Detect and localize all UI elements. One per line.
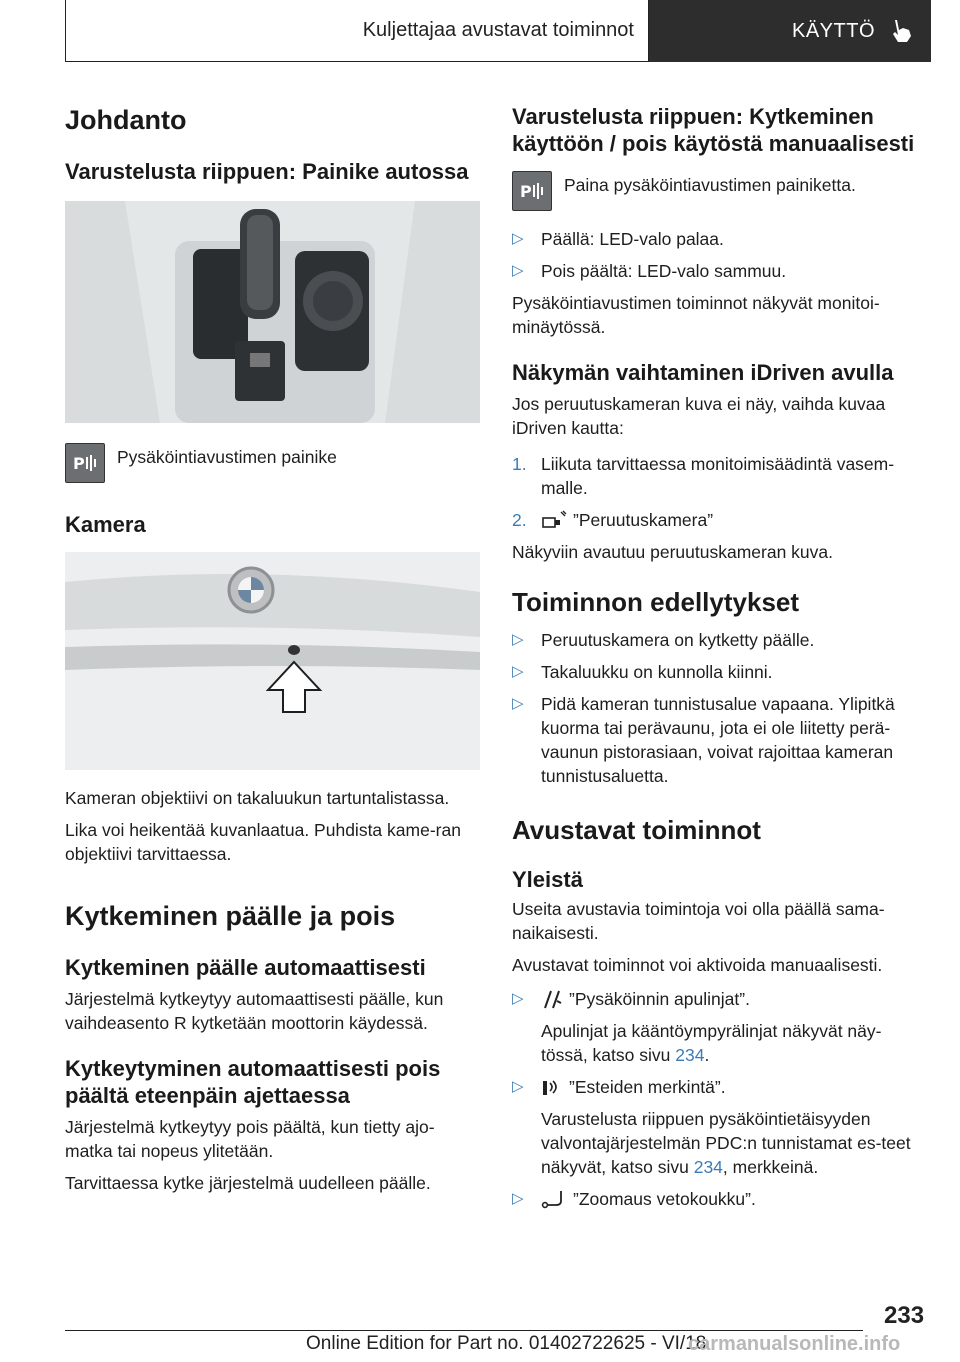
header-section <box>65 0 649 62</box>
list-item: ▷ Takaluukku on kunnolla kiinni. <box>512 662 773 682</box>
left-column <box>65 96 480 1195</box>
list-item: ▷ Pidä kameran tunnistusalue vapaana. Ylipitkä kuorma tai perävaunu, jota ei ole liitetty perä-vaunun pistorasiaan, voivat rajoittaa kameran tunnistusaluetta. <box>512 694 895 786</box>
idrive-steps <box>512 452 926 532</box>
page-link-234[interactable]: 234 <box>693 1157 723 1177</box>
general-text-1: Useita avustavia toimintoja voi olla päällä sama-naikaisesti. <box>512 899 885 943</box>
rear-camera-icon <box>541 510 567 530</box>
camera-cleaning-text: Lika voi heikentää kuvanlaatua. Puhdista kame-ran objektiivi tarvittaessa. <box>65 820 461 864</box>
manual-display-text: Pysäköintiavustimen toiminnot näkyvät monitoi-minäytössä. <box>512 293 880 337</box>
manual-state-list <box>512 227 926 283</box>
heading-idrive: Näkymän vaihtaminen iDriven avulla <box>512 360 894 385</box>
list-item: ▷ ”Pysäköinnin apulinjat”. Apulinjat ja kääntöympyrälinjat näkyvät näy-tössä, katso sivu 234. <box>512 989 882 1065</box>
heading-button-in-car: Varustelusta riippuen: Painike autossa <box>65 159 469 184</box>
watermark: carmanualsonline.info <box>688 1333 901 1355</box>
page-link-234[interactable]: 234 <box>675 1045 705 1065</box>
pointing-hand-icon <box>889 18 915 44</box>
list-item: ▷ Pois päältä: LED-valo sammuu. <box>512 261 787 281</box>
heading-intro: Johdanto <box>65 105 187 135</box>
heading-requirements: Toiminnon edellytykset <box>512 587 800 617</box>
heading-switch-on-off: Kytkeminen päälle ja pois <box>65 901 396 931</box>
parking-lines-icon <box>541 989 563 1009</box>
gear-selector-photo <box>65 201 480 423</box>
trailer-hitch-zoom-icon <box>541 1189 567 1209</box>
header-chapter-title: KÄYTTÖ <box>791 19 875 42</box>
right-column <box>512 96 926 1211</box>
auto-off-reenable-text: Tarvittaessa kytke järjestelmä uudelleen päälle. <box>65 1173 431 1193</box>
page-header <box>65 0 931 64</box>
list-item: ▷ ”Esteiden merkintä”. Varustelusta riippuen pysäköintietäisyyden valvontajärjestelmän PDC:n tunnistamat es-teet näkyvät, katso sivu 234, merkkeinä. <box>512 1077 911 1177</box>
list-item: 2. ”Peruutuskamera” <box>512 510 714 530</box>
park-assist-button-icon <box>65 443 105 483</box>
footer-divider <box>65 1330 863 1331</box>
obstacle-marking-icon <box>541 1077 563 1097</box>
list-item: ▷ Peruutuskamera on kytketty päälle. <box>512 630 815 650</box>
svg-text:P: P <box>73 454 85 473</box>
idrive-result-text: Näkyviin avautuu peruutuskameran kuva. <box>512 542 834 562</box>
heading-manual-switch: Varustelusta riippuen: Kytkeminen käyttöön / pois käytöstä manuaalisesti <box>512 104 915 156</box>
page-number: 233 <box>884 1302 925 1329</box>
general-text-2: Avustavat toiminnot voi aktivoida manuaalisesti. <box>512 955 883 975</box>
park-assist-button-icon <box>512 171 552 211</box>
manual-instruction-text: Paina pysäköintiavustimen painiketta. <box>564 175 856 195</box>
list-item: ▷ ”Zoomaus vetokoukku”. <box>512 1189 756 1209</box>
manual-instruction-row <box>512 171 926 211</box>
footer-edition: Online Edition for Part no. 01402722625 - VI/18 <box>306 1333 707 1354</box>
header-section-title: Kuljettajaa avustavat toiminnot <box>362 19 634 41</box>
tailgate-illustration <box>65 552 480 770</box>
list-item: ▷ Päällä: LED-valo palaa. <box>512 229 724 249</box>
auto-off-text: Järjestelmä kytkeytyy pois päältä, kun tietty ajo-matka tai nopeus ylitetään. <box>65 1117 435 1161</box>
camera-location-text: Kameran objektiivi on takaluukun tartuntalistassa. <box>65 788 450 808</box>
heading-auto-off: Kytkeytyminen automaattisesti pois päältä eteenpäin ajettaessa <box>65 1056 441 1108</box>
list-item: 1. Liikuta tarvittaessa monitoimisäädintä vasem-malle. <box>512 454 895 498</box>
auto-on-text: Järjestelmä kytkeytyy automaattisesti päälle, kun vaihdeasento R kytketään moottorin käydessä. <box>65 989 444 1033</box>
gear-selector-illustration <box>65 201 480 423</box>
heading-auto-on: Kytkeminen päälle automaattisesti <box>65 955 426 980</box>
rear-camera-photo <box>65 552 480 770</box>
assist-functions-list <box>512 987 926 1211</box>
idrive-intro-text: Jos peruutuskameran kuva ei näy, vaihda kuvaa iDriven kautta: <box>512 394 886 438</box>
svg-text:P: P <box>520 182 532 201</box>
header-chapter <box>649 0 931 62</box>
heading-camera: Kamera <box>65 512 146 537</box>
button-caption-row <box>65 443 480 483</box>
button-caption: Pysäköintiavustimen painike <box>117 447 337 467</box>
requirements-list <box>512 628 926 788</box>
heading-general: Yleistä <box>512 867 583 892</box>
heading-assist-functions: Avustavat toiminnot <box>512 815 761 845</box>
